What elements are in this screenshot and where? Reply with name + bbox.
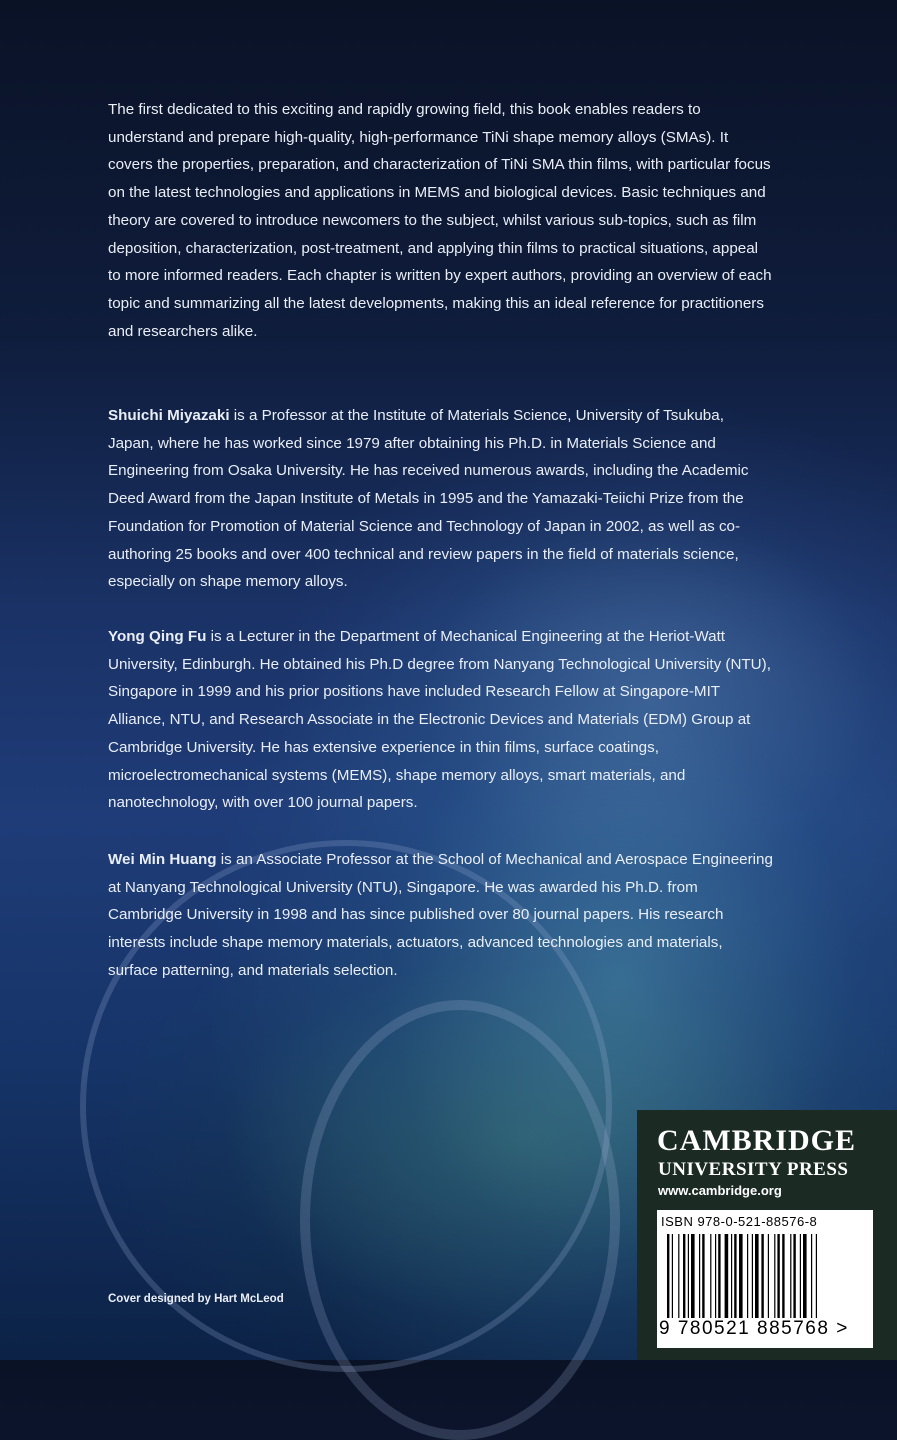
publisher-subtitle: UNIVERSITY PRESS — [658, 1159, 849, 1180]
barcode-digits: 9 780521 885768 > — [659, 1318, 849, 1339]
publisher-panel — [637, 1110, 897, 1360]
isbn-label: ISBN 978-0-521-88576-8 — [661, 1214, 818, 1229]
author-name: Shuichi Miyazaki — [108, 407, 230, 424]
author-name: Yong Qing Fu — [108, 628, 207, 645]
cover-credit: Cover designed by Hart McLeod — [108, 1293, 284, 1305]
description-paragraph: The first dedicated to this exciting and rapidly growing field, this book enables readers to understand and prepare high-quality, high-performance TiNi shape memory alloys (SMAs). It covers the properties, preparation, and characterization of TiNi SMA thin films, with particular focus on the latest technologies and applications in MEMS and biological devices. Basic techniques and theory are covered to introduce newcomers to the subject, whilst various sub-topics, such as film deposition, characterization, post-treatment, and applying thin films to practical situations, appeal to more informed readers. Each chapter is written by expert authors, providing an overview of each topic and summarizing all the latest developments, making this an ideal reference for practitioners and researchers alike. — [108, 101, 772, 340]
author-bio-text: is an Associate Professor at the School of Mechanical and Aerospace Engineering at Nanyang Technological University (NTU), Singapore. He was awarded his Ph.D. from Cambridge University in 1998 and has since published over 80 journal papers. His research interests include shape memory materials, actuators, advanced technologies and materials, surface patterning, and materials selection. — [108, 851, 773, 979]
author-name: Wei Min Huang — [108, 851, 217, 868]
author-bio-text: is a Lecturer in the Department of Mechanical Engineering at the Heriot-Watt University, Edinburgh. He obtained his Ph.D degree from Nanyang Technological University (NTU), Singapore in 1999 and his prior positions have included Research Fellow at Singapore-MIT Alliance, NTU, and Research Associate in the Electronic Devices and Materials (EDM) Group at Cambridge University. He has extensive experience in thin films, surface coatings, microelectromechanical systems (MEMS), shape memory alloys, smart materials, and nanotechnology, with over 100 journal papers. — [108, 628, 771, 812]
barcode-icon — [667, 1234, 863, 1318]
author-bio-miyazaki — [108, 402, 773, 596]
publisher-url: www.cambridge.org — [658, 1183, 782, 1198]
author-bio-fu — [108, 623, 773, 817]
barcode-panel — [657, 1210, 873, 1348]
author-bio-huang — [108, 846, 773, 985]
decorative-ring-right — [300, 1000, 620, 1440]
author-bio-text: is a Professor at the Institute of Materials Science, University of Tsukuba, Japan, where he has worked since 1979 after obtaining his Ph.D. in Materials Science and Engineering from Osaka University. He has received numerous awards, including the Academic Deed Award from the Japan Institute of Metals in 1995 and the Yamazaki-Teiichi Prize from the Foundation for Promotion of Material Science and Technology of Japan in 2002, as well as co-authoring 25 books and over 400 technical and review papers in the field of materials science, especially on shape memory alloys. — [108, 407, 749, 591]
publisher-name: CAMBRIDGE — [657, 1124, 857, 1157]
book-description — [108, 96, 773, 345]
